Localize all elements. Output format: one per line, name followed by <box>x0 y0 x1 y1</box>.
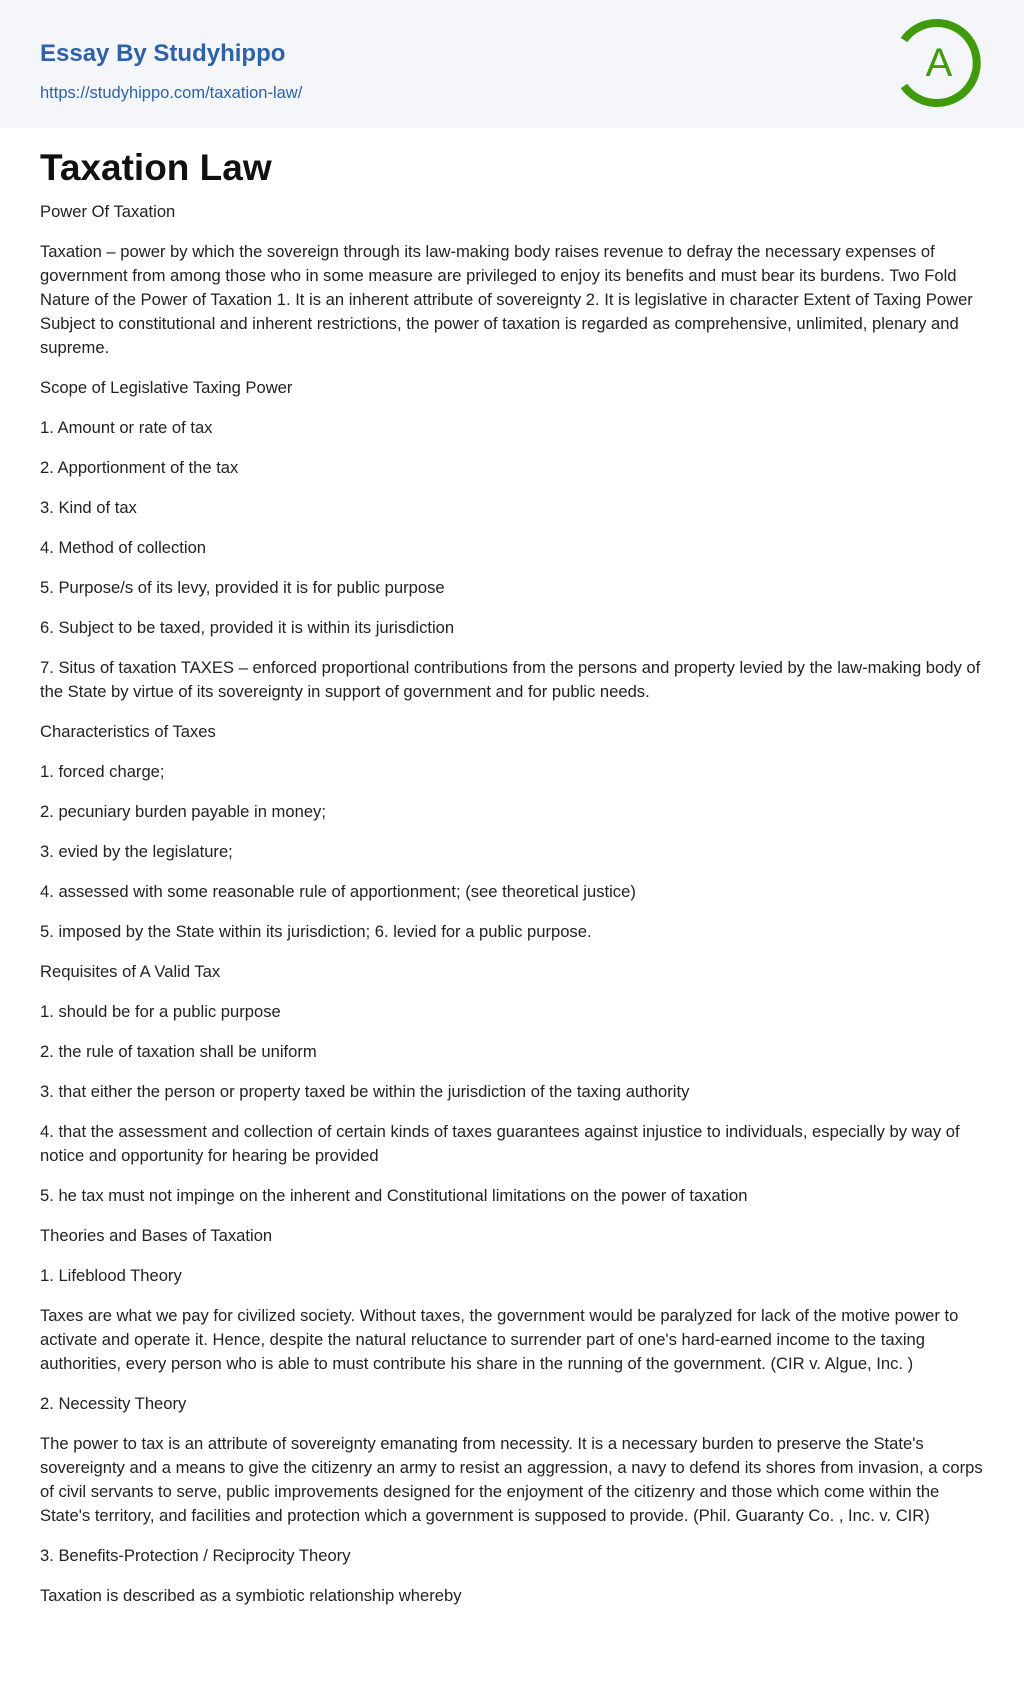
essay-paragraph: Power Of Taxation <box>40 202 176 221</box>
essay-paragraph: 1. should be for a public purpose <box>40 1002 281 1021</box>
essay-paragraph: The power to tax is an attribute of sovereignty emanating from necessity. It is a necessary burden to preserve the State's sovereignty and a means to give the citizenry an army to resist an aggression, a navy to defend its shores from invasion, a corps of civil servants to serve, public improvements designed for the enjoyment of the citizenry and those which come within the State's territory, and facilities and protection which a government is supposed to provide. (Phil. Guaranty Co. , Inc. v. CIR) <box>40 1434 983 1525</box>
essay-paragraph: 6. Subject to be taxed, provided it is within its jurisdiction <box>40 618 455 637</box>
essay-paragraph: 2. Apportionment of the tax <box>40 458 239 477</box>
essay-paragraph: 4. Method of collection <box>40 538 207 557</box>
essay-paragraph: Taxation – power by which the sovereign through its law-making body raises revenue to defray the necessary expenses of government from among those who in some measure are privileged to enjoy its benefits and must bear its burdens. Two Fold Nature of the Power of Taxation 1. It is an inherent attribute of sovereignty 2. It is legislative in character Extent of Taxing Power Subject to constitutional and inherent restrictions, the power of taxation is regarded as comprehensive, unlimited, plenary and supreme. <box>40 242 973 357</box>
essay-paragraph: Taxes are what we pay for civilized society. Without taxes, the government would be paralyzed for lack of the motive power to activate and operate it. Hence, despite the natural reluctance to surrender part of one's hard-earned income to the taxing authorities, every person who is able to must contribute his share in the running of the government. (CIR v. Algue, Inc. ) <box>40 1306 959 1373</box>
essay-paragraph: 7. Situs of taxation TAXES – enforced proportional contributions from the persons and property levied by the law-making body of the State by virtue of its sovereignty in support of government and for public needs. <box>40 658 981 701</box>
essay-paragraph: 4. that the assessment and collection of certain kinds of taxes guarantees against injustice to individuals, especially by way of notice and opportunity for hearing be provided <box>40 1122 960 1165</box>
essay-paragraph: 1. forced charge; <box>40 762 165 781</box>
essay-paragraph: 2. the rule of taxation shall be uniform <box>40 1042 317 1061</box>
essay-paragraph: 2. pecuniary burden payable in money; <box>40 802 326 821</box>
essay-paragraph: Theories and Bases of Taxation <box>40 1226 273 1245</box>
essay-paragraph: 5. he tax must not impinge on the inherent and Constitutional limitations on the power of taxation <box>40 1186 748 1205</box>
essay-paragraph: 5. imposed by the State within its jurisdiction; 6. levied for a public purpose. <box>40 922 592 941</box>
essay-title: Taxation Law <box>40 147 272 188</box>
essay-url-link[interactable]: https://studyhippo.com/taxation-law/ <box>40 84 303 102</box>
essay-paragraph: 2. Necessity Theory <box>40 1394 187 1413</box>
essay-paragraph: 5. Purpose/s of its levy, provided it is for public purpose <box>40 578 445 597</box>
essay-paragraph: 3. that either the person or property taxed be within the jurisdiction of the taxing authority <box>40 1082 690 1101</box>
essay-paragraph: 1. Amount or rate of tax <box>40 418 213 437</box>
essay-paragraph: 3. evied by the legislature; <box>40 842 233 861</box>
essay-paragraph: 3. Kind of tax <box>40 498 137 517</box>
studyhippo-logo-icon[interactable] <box>894 18 984 108</box>
page-header <box>0 0 1024 128</box>
essay-paragraph: Requisites of A Valid Tax <box>40 962 221 981</box>
essay-paragraph: Taxation is described as a symbiotic relationship whereby <box>40 1586 462 1605</box>
essay-paragraph: Characteristics of Taxes <box>40 722 216 741</box>
essay-paragraph: 4. assessed with some reasonable rule of apportionment; (see theoretical justice) <box>40 882 636 901</box>
brand-title: Essay By Studyhippo <box>40 40 286 67</box>
essay-paragraph: 1. Lifeblood Theory <box>40 1266 182 1285</box>
essay-paragraphs <box>40 200 984 1608</box>
essay-paragraph: 3. Benefits-Protection / Reciprocity Theory <box>40 1546 351 1565</box>
svg-text:A: A <box>925 41 953 85</box>
essay-body <box>0 146 1024 1608</box>
essay-paragraph: Scope of Legislative Taxing Power <box>40 378 293 397</box>
